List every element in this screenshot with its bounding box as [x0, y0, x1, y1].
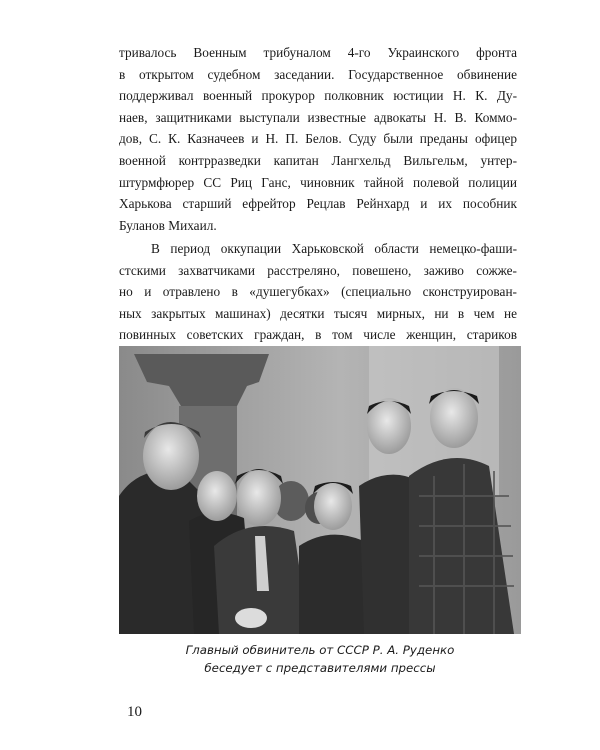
text-line: Харькова старший ефрейтор Рецлав Рейнхард и их пособник — [119, 196, 517, 212]
paragraph-2 — [119, 238, 517, 346]
text-line: В период оккупации Харьковской области немецко-фаши- — [151, 241, 517, 256]
page-number: 10 — [127, 704, 142, 720]
text-line: но и отравлено в «душегубках» (специально сконструирован- — [119, 284, 517, 300]
photo-caption — [119, 641, 521, 677]
text-line: стскими захватчиками расстреляно, повешено, заживо сожже- — [119, 262, 517, 278]
text-line: наев, защитниками выступали известные адвокаты Н. В. Коммо- — [119, 109, 517, 125]
text-line: тривалось Военным трибуналом 4-го Украинского фронта — [119, 45, 517, 60]
text-line: дов, С. К. Казначеев и Н. П. Белов. Суду были преданы офицер — [119, 131, 517, 147]
text-line: повинных советских граждан, в том числе женщин, стариков — [119, 327, 517, 343]
text-line: ных закрытых машинах) десятки тысяч мирных, ни в чем не — [119, 305, 517, 321]
paragraph-1 — [119, 42, 517, 236]
press-photo — [119, 346, 521, 634]
text-line: военной контрразведки капитан Лангхельд Вильгельм, унтер- — [119, 152, 517, 168]
text-line: поддерживал военный прокурор полковник юстиции Н. К. Ду- — [119, 88, 517, 104]
text-line: в открытом судебном заседании. Государственное обвинение — [119, 66, 517, 82]
text-line: штурмфюрер СС Риц Ганс, чиновник тайной полевой полиции — [119, 174, 517, 190]
caption-line: беседует с представителями прессы — [204, 661, 436, 675]
caption-line: Главный обвинитель от СССР Р. А. Руденко — [185, 643, 455, 657]
text-line: Буланов Михаил. — [119, 217, 217, 233]
